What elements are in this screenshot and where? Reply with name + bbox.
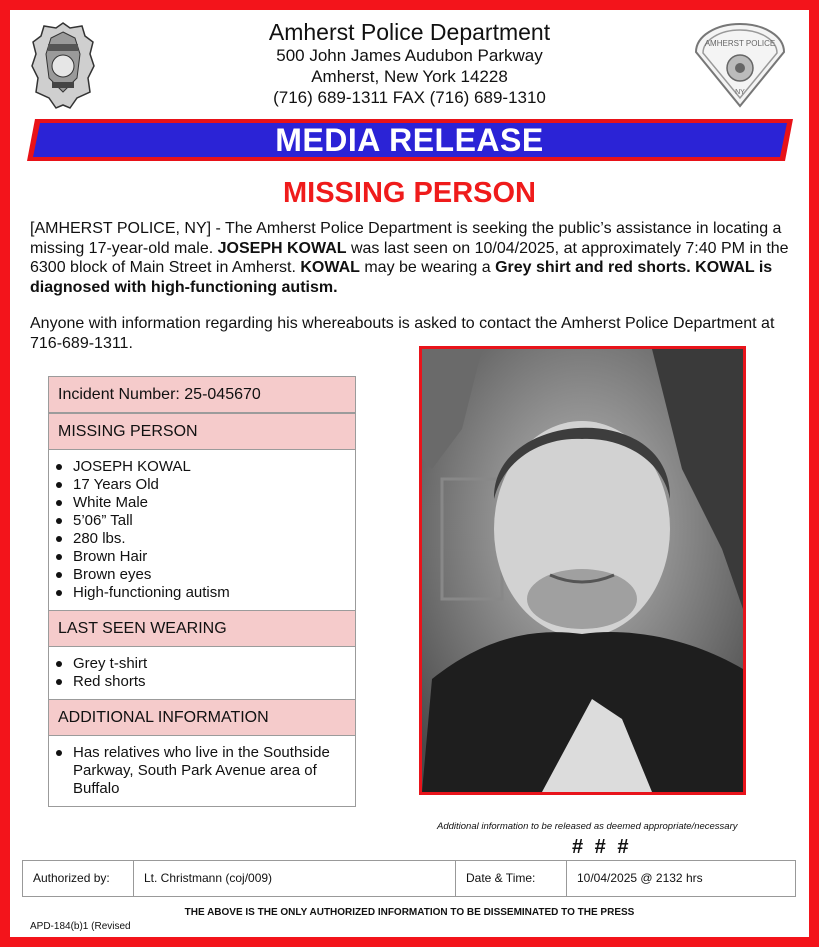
last-seen-wearing-header: LAST SEEN WEARING	[49, 610, 355, 647]
list-item: 280 lbs.	[49, 530, 230, 548]
press-disclaimer: THE ABOVE IS THE ONLY AUTHORIZED INFORMATION TO BE DISSEMINATED TO THE PRESS	[184, 907, 635, 918]
missing-person-heading: MISSING PERSON	[283, 177, 536, 209]
authorized-by-value: Lt. Christmann (coj/009)	[134, 861, 456, 896]
patch-text-top: AMHERST POLICE	[704, 39, 776, 48]
wearing-list	[49, 655, 147, 691]
info-box	[48, 376, 356, 807]
list-item: Has relatives who live in the Southside Parkway, South Park Avenue area of Buffalo	[49, 744, 349, 798]
address-line-2: Amherst, New York 14228	[311, 67, 508, 86]
additional-information-header: ADDITIONAL INFORMATION	[49, 699, 355, 736]
list-item: 17 Years Old	[49, 476, 230, 494]
list-item: High-functioning autism	[49, 584, 230, 602]
list-item: Brown eyes	[49, 566, 230, 584]
subject-name: JOSEPH KOWAL	[217, 239, 347, 257]
authorization-table	[22, 860, 796, 897]
list-item: Brown Hair	[49, 548, 230, 566]
phone-fax-line: (716) 689-1311 FAX (716) 689-1310	[273, 88, 546, 107]
summary-paragraph: [AMHERST POLICE, NY] - The Amherst Police Department is seeking the public’s assistance in locating a missing 17-year-old male. JOSEPH KOWAL was last seen on 10/04/2025, at approximately 7:40 PM in the 6300 block of Main Street in Amherst. KOWAL may be wearing a Grey shirt and red shorts. KOWAL is diagnosed with high-functioning autism.	[30, 220, 789, 296]
patch-text-bottom: NY	[735, 89, 745, 96]
list-item: Red shorts	[49, 673, 147, 691]
banner-title: MEDIA RELEASE	[275, 122, 544, 158]
clothing-and-condition: Grey shirt and red shorts. KOWAL is diagnosed with high-functioning autism.	[30, 259, 773, 296]
missing-person-photo	[419, 346, 746, 795]
list-item: White Male	[49, 494, 230, 512]
date-time-value: 10/04/2025 @ 2132 hrs	[577, 871, 703, 885]
additional-info-list	[49, 744, 349, 798]
list-item: Grey t-shirt	[49, 655, 147, 673]
date-time-label: Date & Time:	[456, 861, 567, 896]
list-item: JOSEPH KOWAL	[49, 458, 230, 476]
missing-person-list	[49, 458, 230, 602]
department-name: Amherst Police Department	[268, 19, 551, 45]
missing-person-header: MISSING PERSON	[49, 413, 355, 450]
list-item: 5’06” Tall	[49, 512, 230, 530]
address-line-1: 500 John James Audubon Parkway	[276, 46, 543, 65]
end-marks: # # #	[572, 836, 632, 858]
authorized-by-label: Authorized by:	[23, 861, 134, 896]
additional-info-note: Additional information to be released as deemed appropriate/necessary	[437, 821, 738, 832]
incident-number: Incident Number: 25-045670	[49, 377, 355, 413]
form-number: APD-184(b)1 (Revised	[30, 921, 131, 932]
contact-paragraph: Anyone with information regarding his whereabouts is asked to contact the Amherst Police Department at 716-689-1311.	[30, 315, 775, 352]
